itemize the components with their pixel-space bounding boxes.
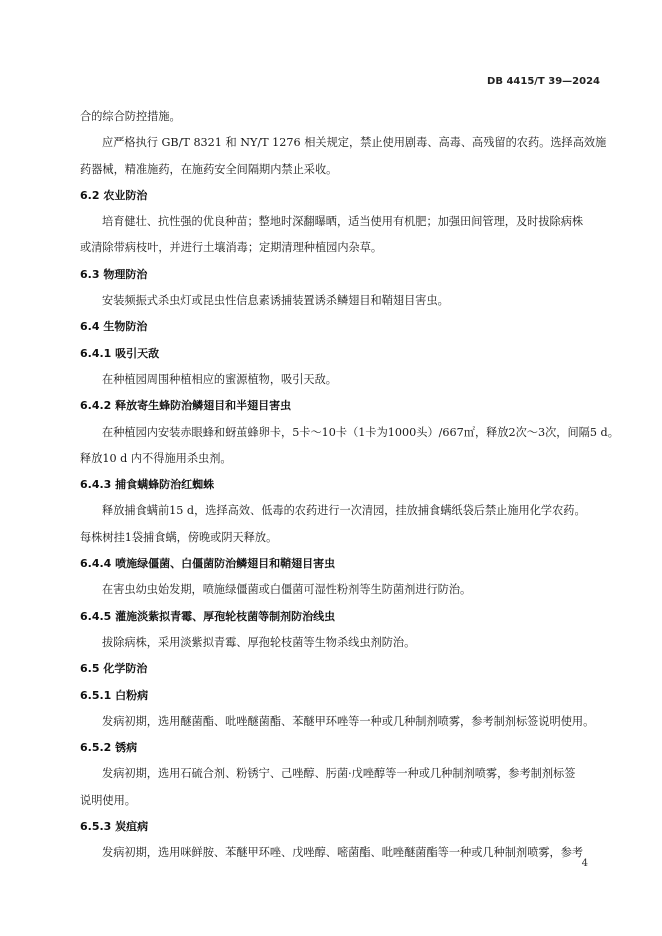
paragraph-line: 发病初期，选用咪鲜胺、苯醚甲环唑、戊唑醇、嘧菌酯、吡唑醚菌酯等一种或几种制剂喷雾，参考 — [102, 846, 584, 860]
document-body — [80, 104, 619, 867]
section-heading: 6.4.1 吸引天敌 — [80, 346, 160, 360]
section-heading: 6.4.3 捕食螨蜂防治红蜘蛛 — [80, 478, 215, 492]
paragraph-line: 说明使用。 — [80, 793, 136, 807]
section-heading: 6.5.3 炭疽病 — [80, 820, 149, 834]
paragraph-line: 在种植园内安装赤眼蜂和蚜茧蜂卵卡，5卡～10卡（1卡为1000头）/667㎡，释放2次～3次，间隔5 d。 — [102, 425, 619, 439]
paragraph-line: 释放10 d 内不得施用杀虫剂。 — [80, 451, 232, 465]
page-number: 4 — [581, 858, 588, 869]
section-heading: 6.4 生物防治 — [80, 320, 148, 334]
section-heading: 6.4.2 释放寄生蜂防治鳞翅目和半翅目害虫 — [80, 399, 292, 413]
paragraph-line: 在种植园周围种植相应的蜜源植物，吸引天敌。 — [102, 372, 337, 386]
paragraph-line: 发病初期，选用醚菌酯、吡唑醚菌酯、苯醚甲环唑等一种或几种制剂喷雾，参考制剂标签说明使用。 — [102, 714, 595, 728]
paragraph-line: 或清除带病枝叶，并进行土壤消毒；定期清理种植园内杂草。 — [80, 241, 383, 255]
paragraph-line: 应严格执行 GB/T 8321 和 NY/T 1276 相关规定，禁止使用剧毒、高毒、高残留的农药。选择高效施 — [102, 136, 607, 150]
paragraph-line: 合的综合防控措施。 — [80, 110, 181, 123]
paragraph-line: 释放捕食螨前15 d，选择高效、低毒的农药进行一次清园，挂放捕食螨纸袋后禁止施用化学农药。 — [102, 504, 586, 518]
paragraph-line: 培育健壮、抗性强的优良种苗；整地时深翻曝晒，适当使用有机肥；加强田间管理，及时拔除病株 — [102, 215, 584, 229]
paragraph-line: 每株树挂1袋捕食螨，傍晚或阴天释放。 — [80, 530, 278, 544]
paragraph-line: 拔除病株，采用淡紫拟青霉、厚孢轮枝菌等生物杀线虫剂防治。 — [102, 635, 416, 649]
section-heading: 6.4.5 灌施淡紫拟青霉、厚孢轮枝菌等制剂防治线虫 — [80, 609, 336, 623]
paragraph-line: 药器械，精准施药，在施药安全间隔期内禁止采收。 — [80, 162, 338, 176]
section-heading: 6.5.1 白粉病 — [80, 688, 149, 702]
section-heading: 6.5.2 锈病 — [80, 741, 138, 755]
section-heading: 6.5 化学防治 — [80, 662, 148, 676]
document-code: DB 4415/T 39—2024 — [487, 76, 600, 87]
section-heading: 6.3 物理防治 — [80, 267, 148, 281]
paragraph-line: 安装频振式杀虫灯或昆虫性信息素诱捕装置诱杀鳞翅目和鞘翅目害虫。 — [102, 294, 449, 308]
section-heading: 6.2 农业防治 — [80, 188, 148, 202]
paragraph-line: 发病初期，选用石硫合剂、粉锈宁、己唑醇、肟菌·戊唑醇等一种或几种制剂喷雾，参考制剂标签 — [102, 767, 576, 781]
paragraph-line: 在害虫幼虫始发期，喷施绿僵菌或白僵菌可湿性粉剂等生防菌剂进行防治。 — [102, 583, 472, 597]
section-heading: 6.4.4 喷施绿僵菌、白僵菌防治鳞翅目和鞘翅目害虫 — [80, 557, 336, 571]
